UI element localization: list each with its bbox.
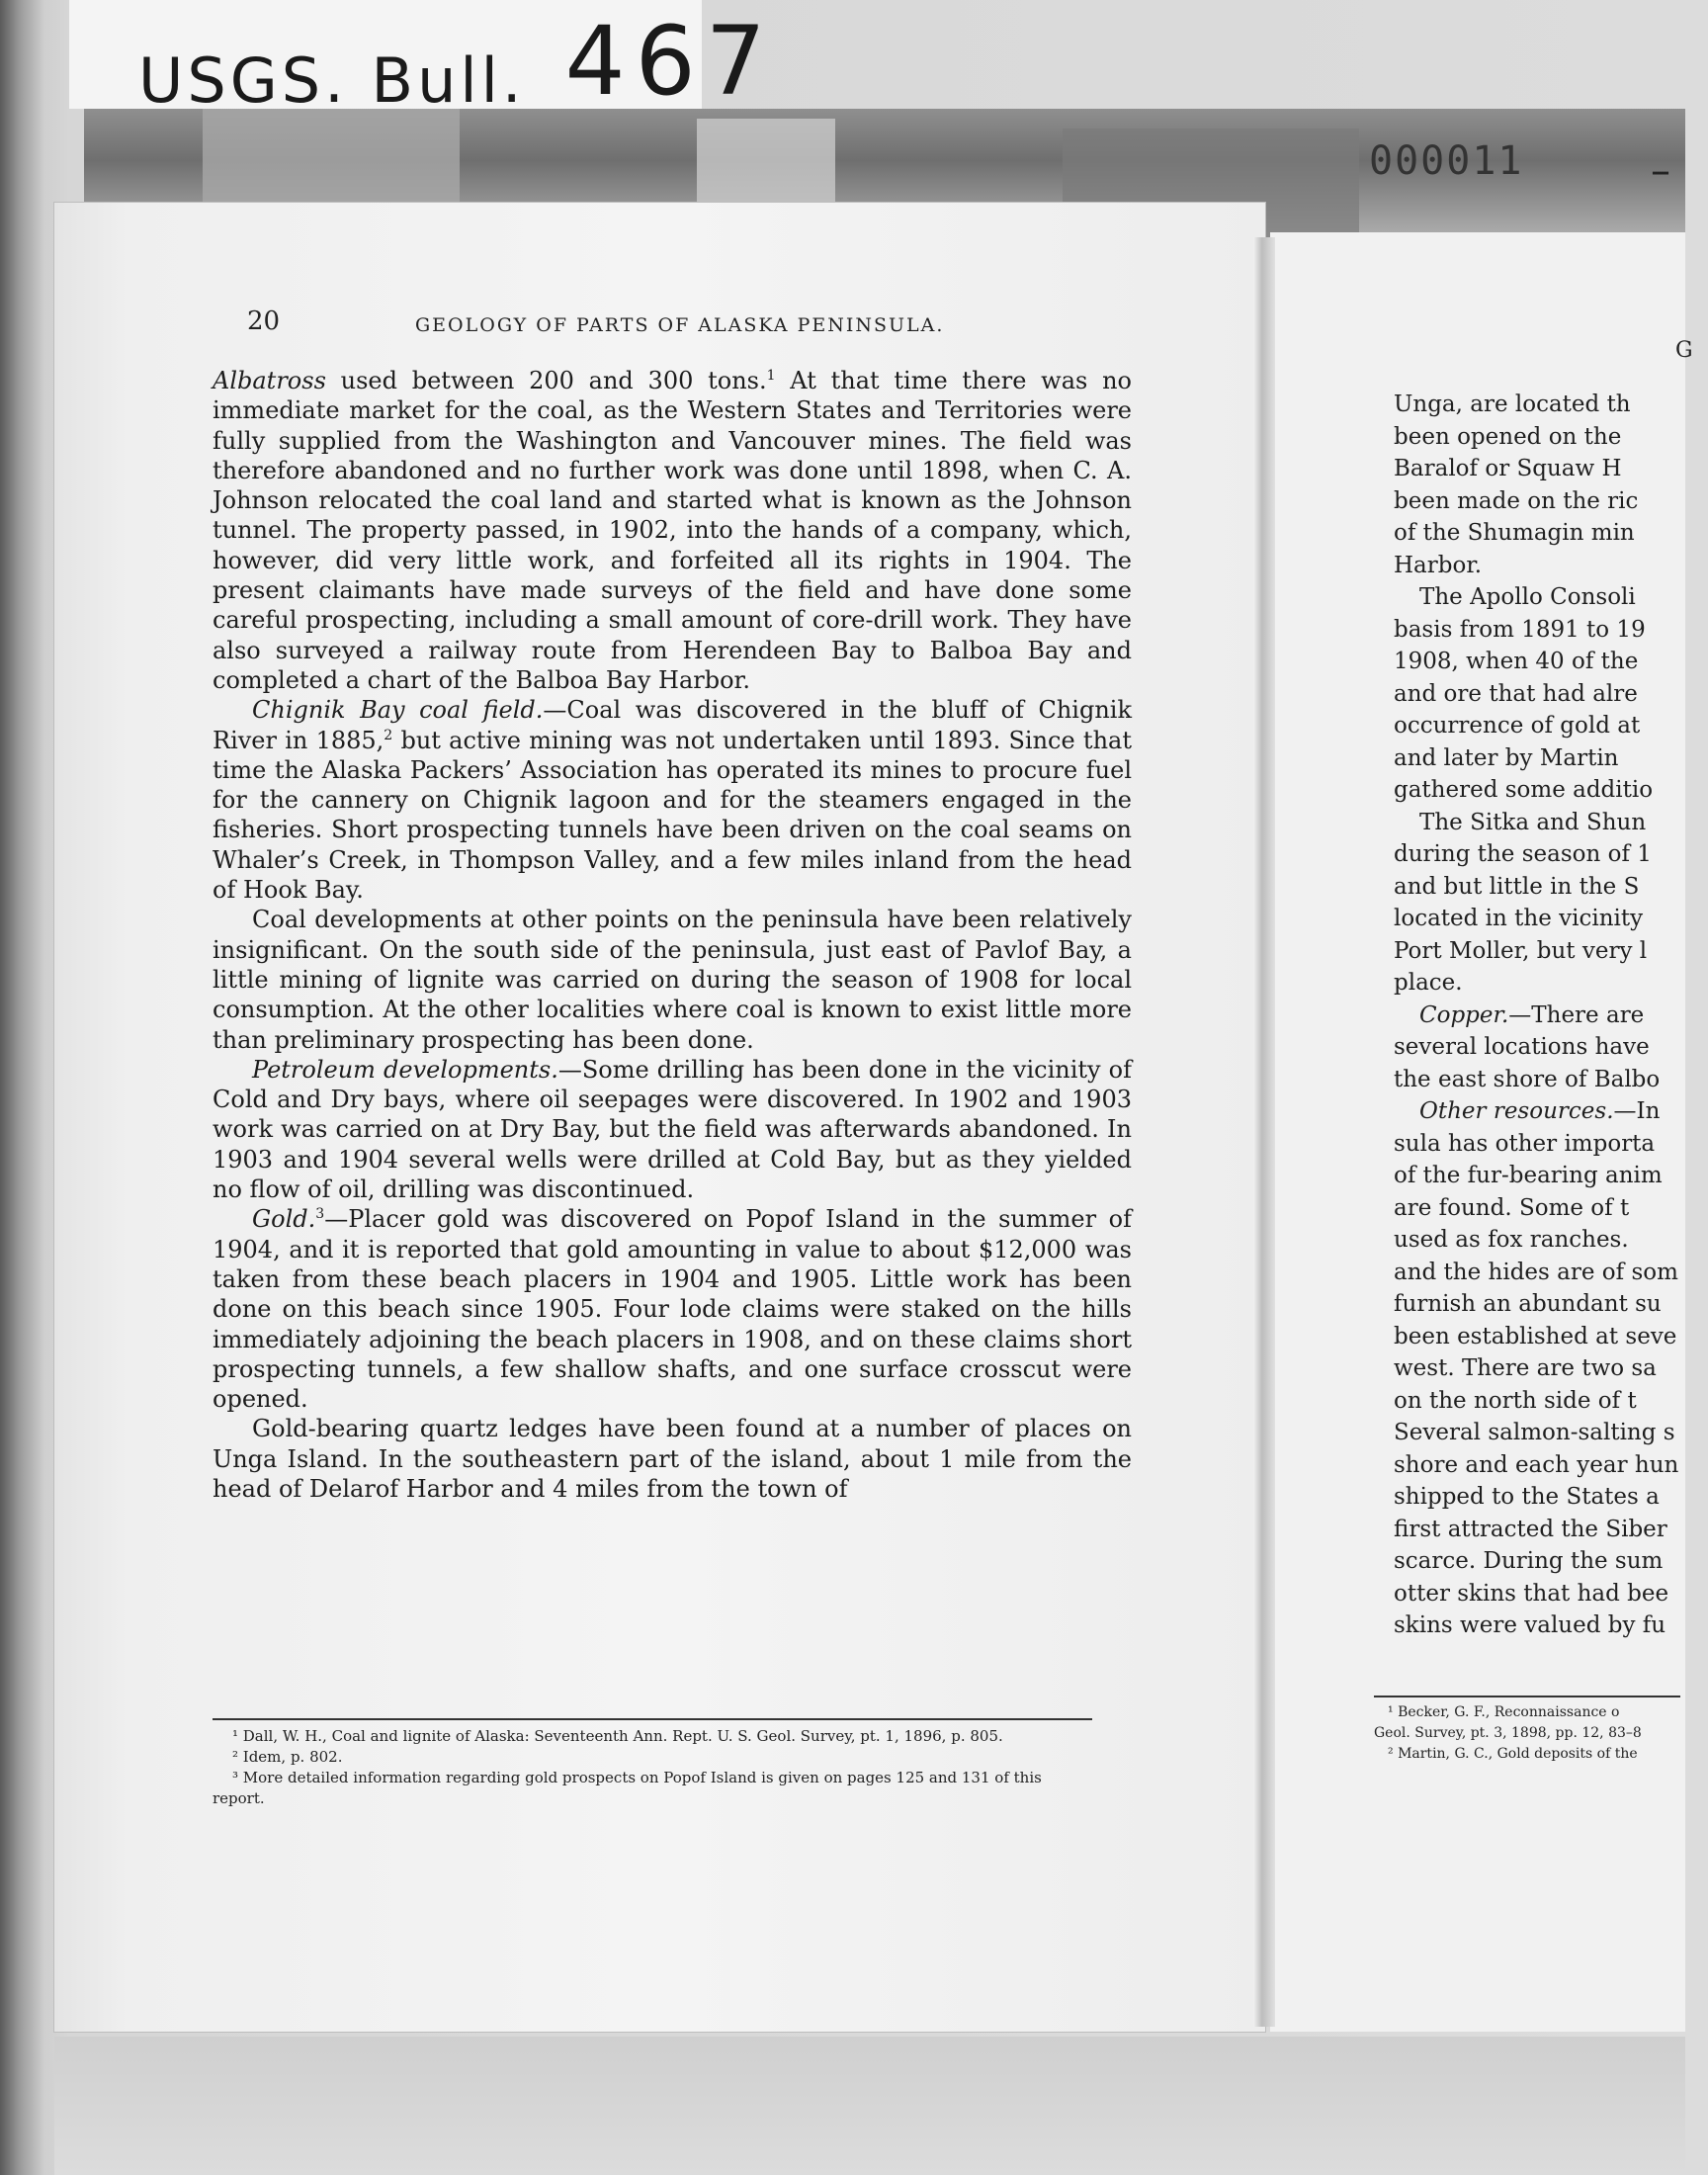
running-head: [247, 306, 1117, 346]
paragraph: [213, 695, 1132, 905]
text-line: skins were valued by fu: [1394, 1612, 1666, 1638]
footnote: ¹ Dall, W. H., Coal and lignite of Alaska: Seventeenth Ann. Rept. U. S. Geol. Survey, pt. 1, 1896, p. 805.: [232, 1727, 1003, 1745]
footnote-rule: [1374, 1696, 1680, 1697]
text-line: furnish an abundant su: [1394, 1291, 1662, 1317]
text-run: but active mining was not undertaken until 1893. Since that time the Alaska Packers’ Association has operated its mines to procure fuel for the cannery on Chignik lagoon and for the steamers engaged in the fisheries. Short prospecting tunnels have been driven on the coal seams on Whaler’s Creek, in Thompson Valley, and a few miles inland from the head of Hook Bay.: [213, 726, 1132, 905]
text-line: first attracted the Siber: [1394, 1516, 1667, 1542]
text-line: of the Shumagin min: [1394, 520, 1635, 546]
text-line: several locations have: [1394, 1034, 1650, 1060]
right-footnotes: [1374, 1702, 1680, 1765]
page-gutter: [1253, 237, 1275, 2027]
page-edge: [54, 2037, 1685, 2175]
right-running-head: G: [1675, 338, 1693, 363]
text-line: Baralof or Squaw H: [1394, 456, 1622, 481]
text-line: shore and each year hun: [1394, 1451, 1679, 1478]
footnote-rule: [213, 1718, 1092, 1720]
tape-mark: [697, 119, 835, 208]
text-run: —Placer gold was discovered on Popof Island in the summer of 1904, and it is reported that gold amounting in value to about $12,000 was taken from these beach placers in 1904 and 1905. Little work has been done on this beach since 1905. Four lode claims were staked on the hills immediately adjoining the beach placers in 1908, and on these claims short prospecting tunnels, a few shallow shafts, and one surface crosscut were opened.: [213, 1205, 1132, 1414]
footnote: ² Idem, p. 802.: [232, 1748, 343, 1766]
text-line: 1908, when 40 of the: [1394, 649, 1639, 674]
text-line: scarce. During the sum: [1394, 1548, 1664, 1574]
text-line: and later by Martin: [1394, 744, 1619, 771]
section-heading: Other resources.: [1419, 1098, 1614, 1124]
section-heading: Gold.: [252, 1205, 316, 1234]
handwritten-ref: USGS. Bull.: [138, 44, 526, 117]
paragraph: [213, 366, 1132, 695]
text-line: The Sitka and Shun: [1419, 809, 1647, 835]
text-line: been made on the ric: [1394, 487, 1639, 514]
text-line: shipped to the States a: [1394, 1484, 1660, 1510]
footnote: ³ More detailed information regarding gold prospects on Popof Island is given on pages 125 and 131 of this report.: [213, 1769, 1042, 1807]
text-line: located in the vicinity: [1394, 906, 1644, 931]
text-line: gathered some additio: [1394, 777, 1654, 803]
footnote-ref: 2: [384, 727, 393, 743]
footnotes: [213, 1726, 1092, 1809]
text-line: [1394, 1000, 1680, 1032]
text-line: Port Moller, but very l: [1394, 937, 1648, 964]
text-line: place.: [1394, 970, 1463, 996]
footnote-ref: 3: [315, 1206, 325, 1223]
text-line: on the north side of t: [1394, 1387, 1637, 1414]
section-heading: Copper.: [1419, 1001, 1509, 1028]
running-title: GEOLOGY OF PARTS OF ALASKA PENINSULA.: [415, 314, 945, 336]
text-line: The Apollo Consoli: [1419, 584, 1636, 610]
footnote: Geol. Survey, pt. 3, 1898, pp. 12, 83–8: [1374, 1725, 1642, 1741]
text-line: basis from 1891 to 19: [1394, 616, 1646, 643]
text-run: At that time there was no immediate market for the coal, as the Western States and Territories were fully supplied from the Washington and Vancouver mines. The field was therefore abandoned and no further work was done until 1898, when C. A. Johnson relocated the coal land and started what is known as the Johnson tunnel. The property passed, in 1902, into the hands of a company, which, however, did very little work, and forfeited all its rights in 1904. The present claimants have made surveys of the field and have done some careful prospecting, including a small amount of core-drill work. They have also surveyed a railway route from Herendeen Bay to Balboa Bay and completed a chart of the Balboa Bay Harbor.: [213, 367, 1132, 694]
text-line: and the hides are of som: [1394, 1259, 1678, 1285]
text-line: and but little in the S: [1394, 873, 1640, 900]
text-run: —Some drilling has been done in the vicinity of Cold and Dry bays, where oil seepages were discovered. In 1902 and 1903 work was carried on at Dry Bay, but the field was afterwards abandoned. In 1903 and 1904 several wells were drilled at Cold Bay, but as they yielded no flow of oil, drilling was discontinued.: [213, 1055, 1133, 1204]
text-run: —There are: [1508, 1001, 1645, 1028]
text-line: the east shore of Balbo: [1394, 1066, 1661, 1092]
text-line: [1394, 1095, 1680, 1128]
text-line: been opened on the: [1394, 423, 1622, 450]
footnote: ¹ Becker, G. F., Reconnaissance o: [1388, 1704, 1620, 1720]
text-line: Unga, are located th: [1394, 392, 1631, 417]
paragraph: Gold-bearing quartz ledges have been found at a number of places on Unga Island. In the southeastern part of the island, about 1 mile from the head of Delarof Harbor and 4 miles from the town of: [213, 1415, 1132, 1503]
footnote-ref: 1: [766, 368, 776, 384]
stamp-dash: –: [1651, 148, 1670, 194]
text-line: sula has other importa: [1394, 1130, 1656, 1157]
text-line: are found. Some of t: [1394, 1194, 1630, 1221]
italic-lead: Albatross: [213, 367, 326, 394]
section-heading: Chignik Bay coal field.: [252, 696, 544, 725]
text-run: —Coal was discovered in the bluff of Chignik River in 1885,: [213, 696, 1133, 754]
text-run: used between 200 and 300 tons.: [325, 367, 767, 394]
text-run: —In: [1613, 1098, 1661, 1124]
text-line: Several salmon-salting s: [1394, 1420, 1675, 1445]
text-line: of the fur-bearing anim: [1394, 1163, 1663, 1188]
text-line: occurrence of gold at: [1394, 713, 1641, 739]
handwritten-reference: [138, 6, 776, 125]
text-line: been established at seve: [1394, 1323, 1677, 1349]
stamp-number: 000011: [1369, 138, 1524, 184]
text-line: Harbor.: [1394, 552, 1483, 578]
page-number: 20: [247, 306, 281, 336]
footnote: ² Martin, G. C., Gold deposits of the: [1388, 1746, 1638, 1762]
text-line: and ore that had alre: [1394, 680, 1638, 707]
text-line: during the season of 1: [1394, 841, 1652, 867]
handwritten-number: 467: [564, 6, 776, 117]
text-line: west. There are two sa: [1394, 1355, 1657, 1381]
right-page-text: [1394, 389, 1680, 1642]
paragraph: [213, 1055, 1132, 1204]
section-heading: Petroleum developments.: [252, 1055, 558, 1084]
paragraph: Coal developments at other points on the peninsula have been relatively insignificant. On the south side of the peninsula, just east of Pavlof Bay, a little mining of lignite was carried on during the season of 1908 for local consumption. At the other localities where coal is known to exist little more than preliminary prospecting has been done.: [213, 906, 1132, 1054]
text-line: otter skins that had bee: [1394, 1580, 1669, 1607]
paragraph: [213, 1204, 1132, 1414]
body-text: [213, 366, 1132, 1504]
text-line: used as fox ranches.: [1394, 1227, 1629, 1253]
